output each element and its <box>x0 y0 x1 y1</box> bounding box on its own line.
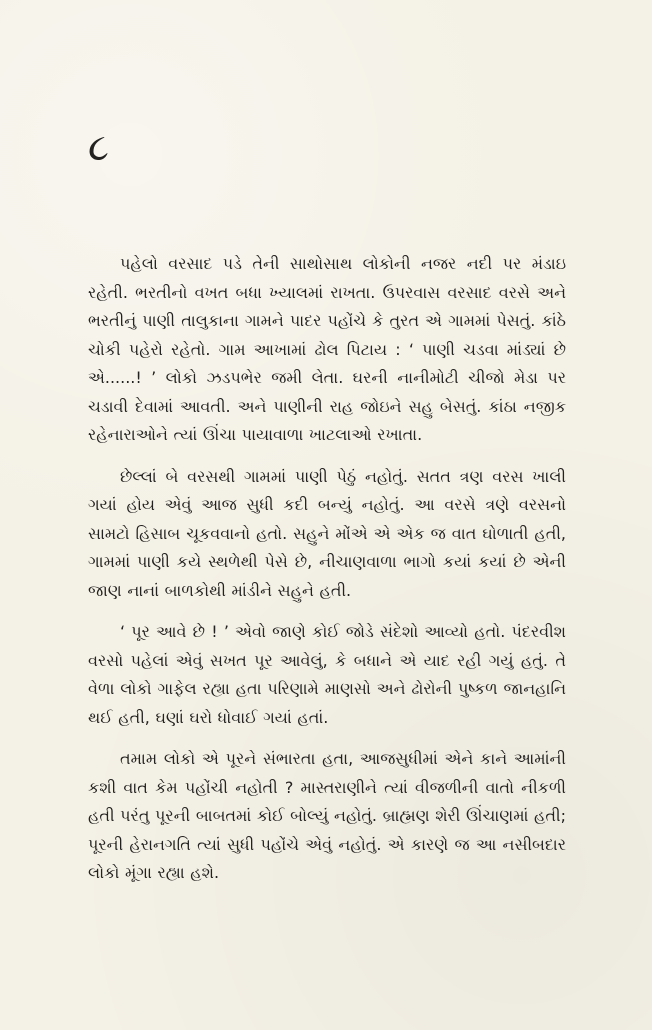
paragraph-1: પહેલો વરસાદ પડે તેની સાથોસાથ લોકોની નજર નદી પર મંડાઇ રહેતી. ભરતીનો વખત બધા ખ્યાલમાં રાખતા. ઉપરવાસ વરસાદ વરસે અને ભરતીનું પાણી તાલુકાના ગામને પાદર પહોંચે કે તુરત એ ગામમાં પેસતું. કાંઠે ચોકી પહેરો રહેતો. ગામ આખામાં ઢોલ પિટાય : ‘ પાણી ચડવા માંડ્યાં છે એ......! ’ લોકો ઝડપભેર જમી લેતા. ઘરની નાનીમોટી ચીજો મેડા પર ચડાવી દેવામાં આવતી. અને પાણીની રાહ જોઇને સહુ બેસતું. કાંઠા નજીક રહેનારાઓને ત્યાં ઊંચા પાયાવાળા ખાટલાઓ રખાતા. <box>88 254 566 444</box>
paragraph-2: છેલ્લાં બે વરસથી ગામમાં પાણી પેઠું નહોતું. સતત ત્રણ વરસ ખાલી ગયાં હોય એવું આજ સુધી કદી બન્યું નહોતું. આ વરસે ત્રણે વરસનો સામટો હિસાબ ચૂકવવાનો હતો. સહુને મોંએ એ એક જ વાત ઘોળાતી હતી, ગામમાં પાણી કયે સ્થળેથી પેસે છે, નીચાણવાળા ભાગો કયાં કયાં છે એની જાણ નાનાં બાળકોથી માંડીને સહુને હતી. <box>88 466 566 600</box>
page-body-text <box>88 250 566 901</box>
paragraph-3: ‘ પૂર આવે છે ! ’ એવો જાણે કોઈ જોડે સંદેશો આવ્યો હતો. પંદરવીશ વરસો પહેલાં એવું સખત પૂર આવેલું, કે બધાને એ યાદ રહી ગયું હતું. તે વેળા લોકો ગાફેલ રહ્યા હતા પરિણામે માણસો અને ઢોરોની પુષ્કળ જાનહાનિ થઈ હતી, ઘણાં ઘરો ધોવાઈ ગયાં હતાં. <box>88 622 566 727</box>
page-number: ૮ <box>88 125 109 169</box>
paragraph-4: તમામ લોકો એ પૂરને સંભારતા હતા, આજસુધીમાં એને કાને આમાંની કશી વાત કેમ પહોંચી નહોતી ? માસ્તરાણીને ત્યાં વીજળીની વાતો નીકળી હતી પરંતુ પૂરની બાબતમાં કોઈ બોલ્યું નહોતું. બ્રાહ્મણ શેરી ઊંચાણમાં હતી; પૂરની હેરાનગતિ ત્યાં સુધી પહોંચે એવું નહોતું. એ કારણે જ આ નસીબદાર લોકો મૂંગા રહ્યા હશે. <box>88 749 566 882</box>
